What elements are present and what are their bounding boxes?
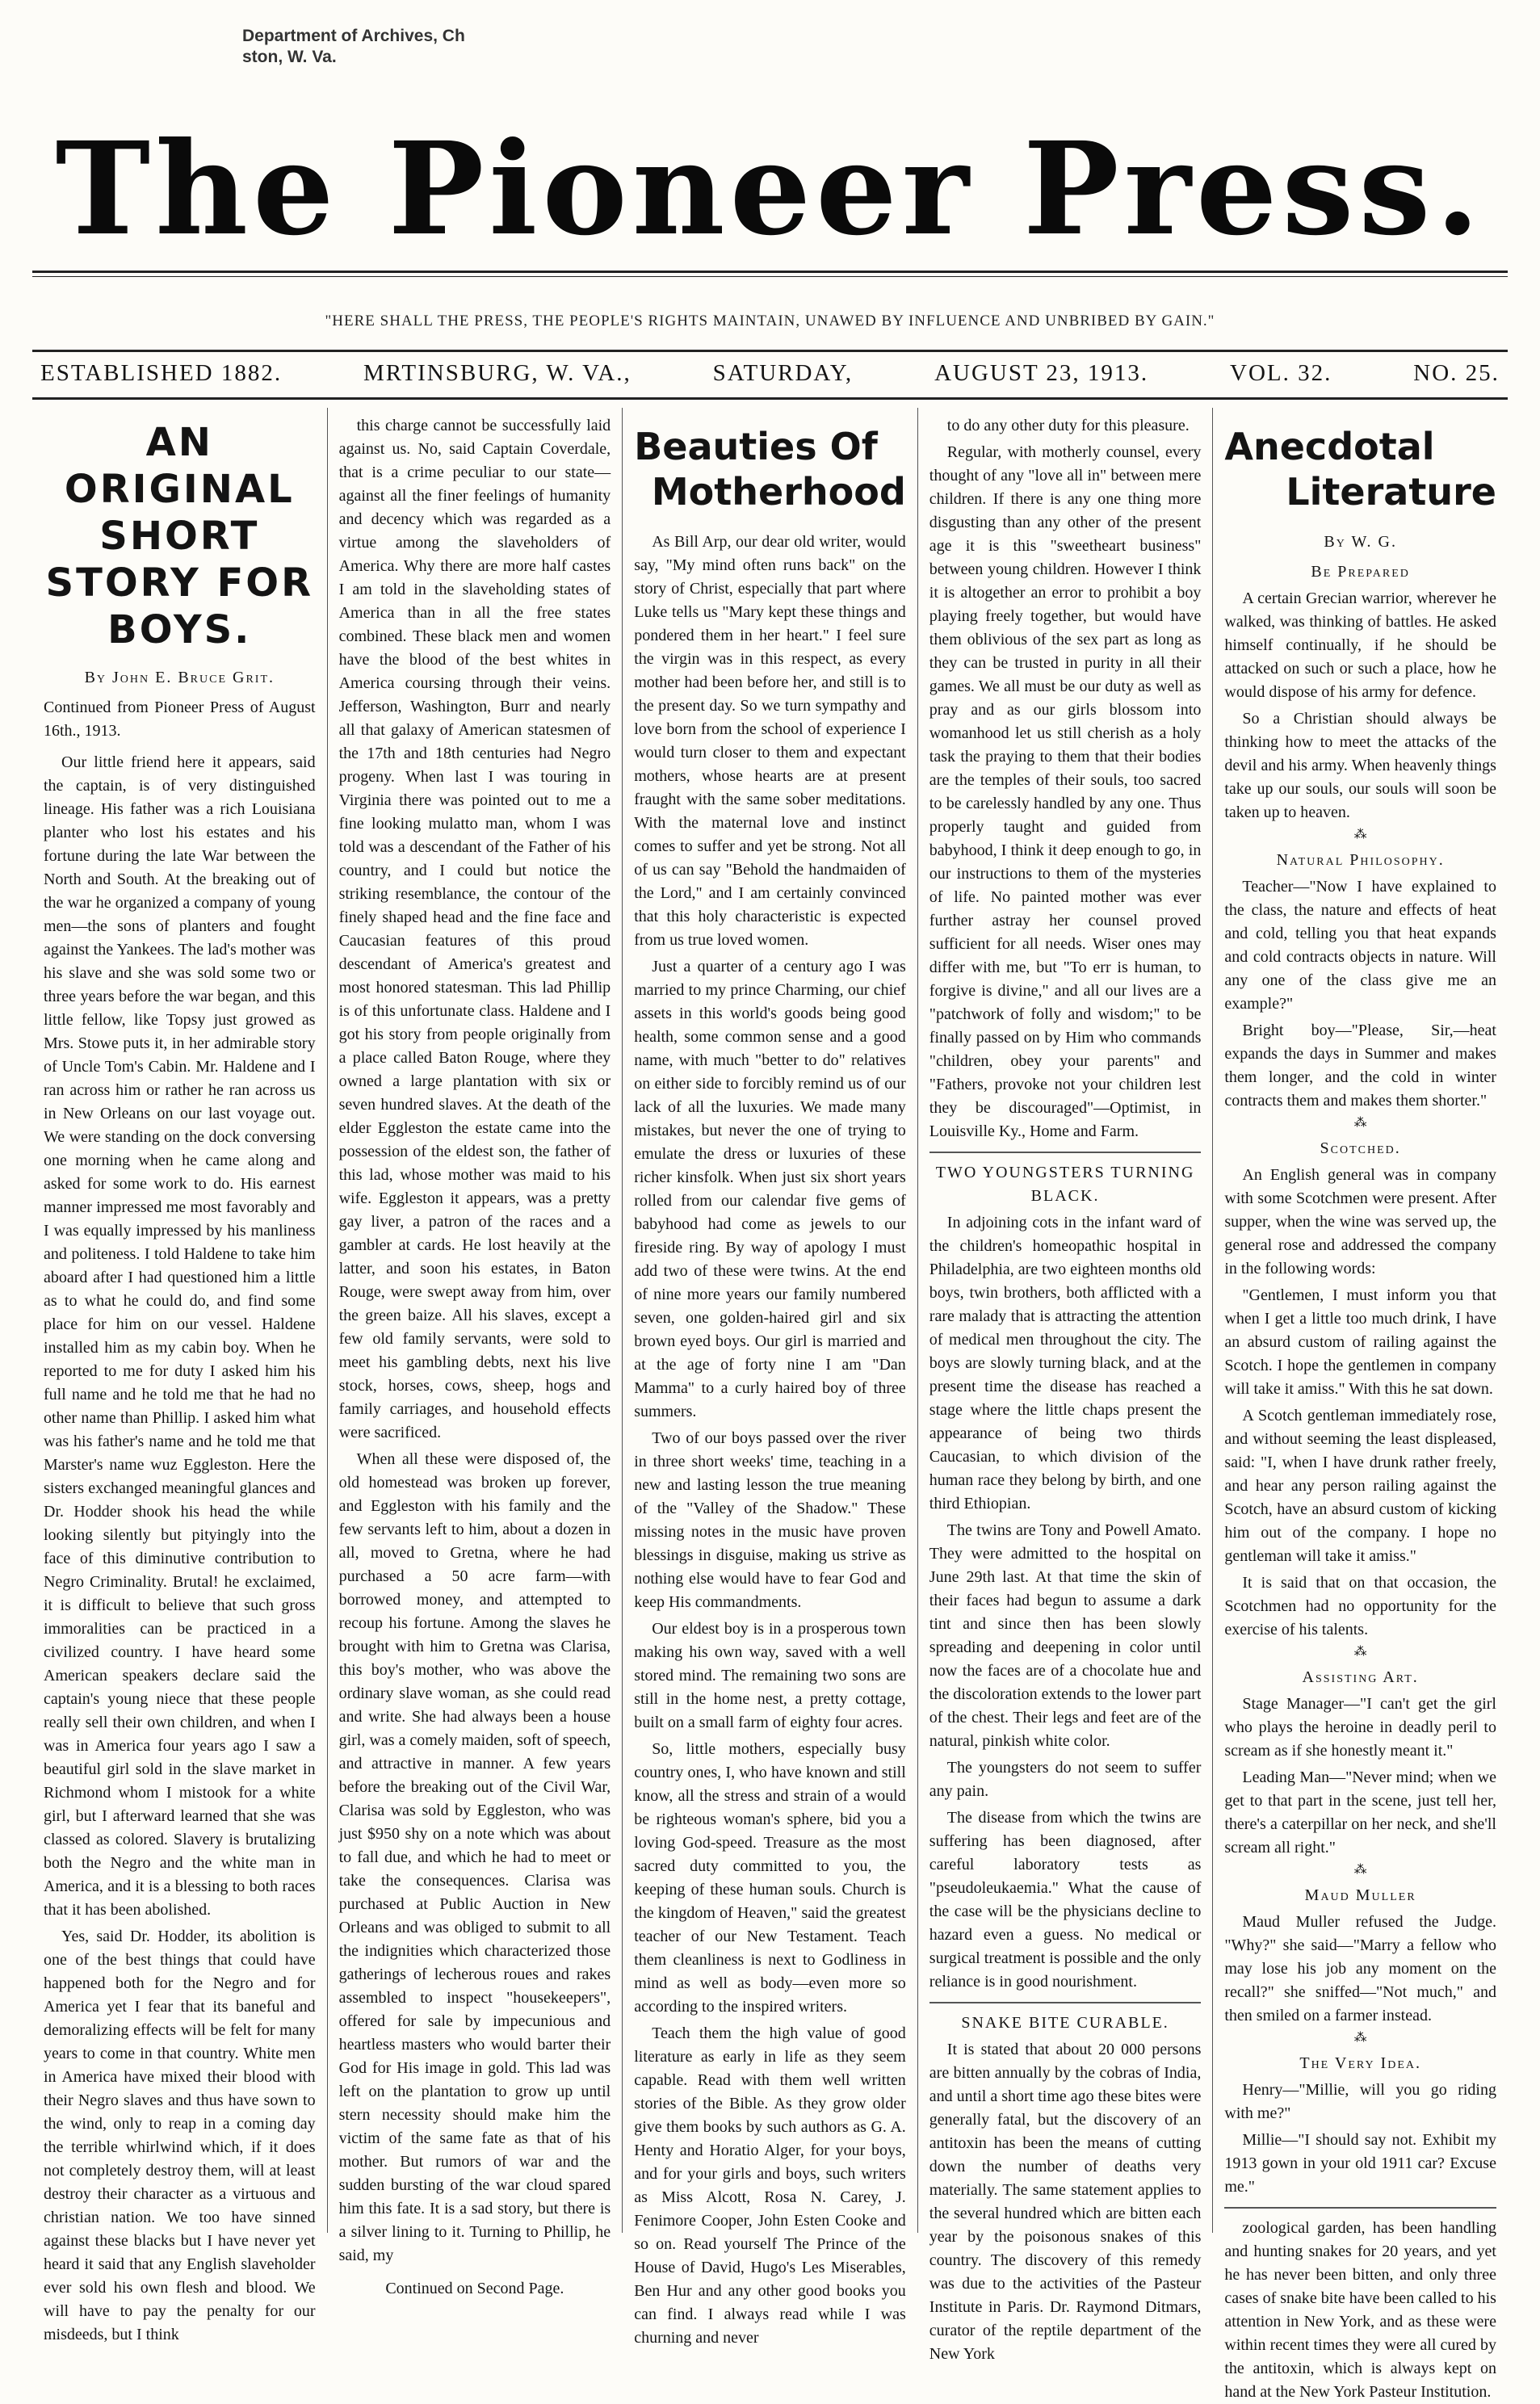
youngsters-paragraph: The disease from which the twins are suffering has been diagnosed, after careful laboratory tests as "pseudoleukaemia." What the cause of the case will be the physicians decline to hazard even a guess. No medical or surgical treatment is possible and the only reliance is in good nourishment. bbox=[929, 1809, 1202, 1991]
section-paragraph: Henry—"Millie, will you go riding with me?" bbox=[1224, 2081, 1496, 2122]
divider bbox=[1224, 2207, 1496, 2209]
section-paragraph: "Gentlemen, I must inform you that when I get a little too much drink, I have an absurd custom of railing against the Scotch. I hope the gentlemen in company will take it amiss." With this he sat down. bbox=[1224, 1286, 1496, 1398]
anecdotal-byline: By W. G. bbox=[1324, 533, 1397, 551]
snake-paragraph: It is stated that about 20 000 persons are bitten annually by the cobras of India, and until a short time ago these bites were generally fatal, but the discovery of an antitoxin has been the means of cutting down the number of deaths very materially. The same statement applies to the several hundred which are bitten each year by the poisonous snakes of this country. The discovery of this remedy was due to the activities of the Pasteur Institute in Paris. Dr. Raymond Ditmars, curator of the reptile department of the New York bbox=[929, 2041, 1202, 2363]
story-paragraph: this charge cannot be successfully laid against us. No, said Captain Coverdale, that is a crime peculiar to our state—against all the finer feelings of humanity and decency which was regarded as a virtue among the slaveholders of America. Why there are more half castes I am told in the slaveholding states of America than in all the free states combined. These black men and women have the blood of the best whites in America coursing through their veins. Jefferson, Washington, Burr and nearly all that galaxy of American statesmen of the 17th and 18th centuries had Negro progeny. When last I was touring in Virginia there was pointed out to me a fine looking mulatto man, whom I was told was a descendant of the Father of his country, and I could but notice the striking resemblance, the contour of the finely shaped head and the fine face and Caucasian features of this proud descendant of America's greatest and most honored statesman. This lad Phillip is of this unfortunate class. Haldene and I got his story from people originally from a place called Baton Rouge, where they owned a large plantation with six or seven hundred slaves. At the death of the elder Eggleston the estate came into the possession of the eldest son, the father of this lad, whose mother was maid to his wife. Eggleston it appears, was a pretty gay liver, a patron of the races and a gambler at cards. He lost heavily at the latter, and soon his estates, in Baton Rouge, were swept away from him, over the green baize. All his slaves, except a few old family servants, were sold to meet his gambling debts, next his live stock, horses, cows, sheep, hogs and family carriages, and household effects were sacrificed. bbox=[338, 417, 611, 1441]
story-headline: AN ORIGINAL SHORT STORY FOR BOYS. bbox=[45, 420, 314, 652]
columns bbox=[32, 408, 1508, 2401]
section-heading: Maud Muller bbox=[1304, 1886, 1416, 1904]
column-2 bbox=[328, 408, 623, 2297]
story-paragraph: Our little friend here it appears, said the captain, is of very distinguished lineage. His father was a rich Louisiana planter who lost his estates and his fortune during the late War between the North and South. At the breaking out of the war he organized a company of young men—the sons of planters and fought against the Yankees. The lad's mother was his slave and she was sold some two or three years before the war began, and this little fellow, like Topsy just growed as Mrs. Stowe puts it, in her admirable story of Uncle Tom's Cabin. Mr. Haldene and I ran across him or rather he ran across us in New Orleans on our last voyage out. We were standing on the dock conversing one morning when he came along and asked for some work to do. His earnest manner impressed me most favorably and I was equally impressed by his manliness and politeness. I told Haldene to take him aboard after I had questioned him a little as to what he could do, and find some place for him on our vessel. Haldene installed him as my cabin boy. When he reported to me for duty I asked him his full name and he told me that he had no other name than Phillip. I asked him what was his father's name and he told me that Marster's name wuz Eggleston. Here the sisters exchanged meaningful glances and Dr. Hodder shook his head the while looking silently but pityingly into the face of this diminutive contribution to Negro Criminality. Brutal! he exclaimed, it is difficult to believe that such gross immoralities can be practiced in a civilized country. I have heard some American speakers declare said the captain's young niece that these people really sell their own children, and when I was in America four years ago I saw a beautiful girl sold in the slave market in Richmond whom I mistook for a white girl, but I afterward learned that she was classed as colored. Slavery is brutalizing both the Negro and the white man in America, and it is a blessing to both races that it has been abolished. bbox=[44, 753, 316, 1919]
motherhood-headline-line1: Beauties Of bbox=[634, 425, 878, 468]
youngsters-paragraph: The twins are Tony and Powell Amato. They were admitted to the hospital on June 29th last. At that time the skin of their faces had begun to assume a dark tint and since then has been slowly spreading and deepening in color until now the faces are of a chocolate hue and the discoloration extends to the lower part of the chest. Their legs and feet are of the natural, pinkish white color. bbox=[929, 1521, 1202, 1750]
motherhood-paragraph: Two of our boys passed over the river in three short weeks' time, teaching in a new and lasting lesson the true meaning of the "Valley of the Shadow." These missing notes in the music have proven blessings in disguise, making us strive as nothing else would have to fear God and keep His commandments. bbox=[634, 1429, 906, 1611]
weekday: SATURDAY, bbox=[712, 359, 854, 386]
anecdotal-headline-line1: Anecdotal bbox=[1224, 425, 1435, 468]
column-4 bbox=[918, 408, 1214, 2363]
section-paragraph: So a Christian should always be thinking how to meet the attacks of the devil and his army. When heavenly things take up our souls, our souls will soon be taken up to heaven. bbox=[1224, 710, 1496, 821]
motherhood-paragraph: Just a quarter of a century ago I was married to my prince Charming, our chief assets in this world's goods being good health, some common sense and a good name, with much "better to do" relatives on either side to forcibly remind us of our lack of all the luxuries. We made many mistakes, but never the one of trying to emulate the dress or luxuries of these richer kinsfolk. When just six short years rolled from our calendar five gems of babyhood had come as jewels to our fireside ring. By way of apology I must add two of these were twins. At the end of nine more years our family numbered seven, one golden-haired girl and six brown eyed boys. Our girl is married and at the age of forty nine I am "Dan Mamma" to a curly haired boy of three summers. bbox=[634, 958, 906, 1420]
place: MRTINSBURG, W. VA., bbox=[363, 359, 632, 386]
section-heading: Natural Philosophy. bbox=[1276, 851, 1445, 869]
asterism-icon: ⁂ bbox=[1353, 828, 1367, 841]
snake-continued: zoological garden, has been handling and hunting snakes for 20 years, and yet he has never been bitten, and only three cases of snake bite have been called to his attention in New York, and as these were within recent times they were all cured by the antitoxin, which is always kept on hand at the New York Pasteur Institution. bbox=[1224, 2219, 1496, 2401]
section-heading: Scotched. bbox=[1320, 1139, 1401, 1157]
asterism-icon: ⁂ bbox=[1353, 2031, 1367, 2045]
asterism-icon: ⁂ bbox=[1353, 1116, 1367, 1130]
section-paragraph: An English general was in company with some Scotchmen were present. After supper, when the wine was served up, the general rose and addressed the company in the following words: bbox=[1224, 1166, 1496, 1278]
story-byline: By John E. Bruce Grit. bbox=[84, 669, 275, 686]
section-paragraph: It is said that on that occasion, the Scotchmen had no opportunity for the exercise of his talents. bbox=[1224, 1574, 1496, 1638]
story-note: Continued from Pioneer Press of August 16th., 1913. bbox=[44, 699, 316, 740]
dateline-rule-bottom bbox=[32, 397, 1508, 400]
section-paragraph: Millie—"I should say not. Exhibit my 1913 gown in your old 1911 car? Excuse me." bbox=[1224, 2131, 1496, 2196]
issue-number: NO. 25. bbox=[1413, 359, 1500, 386]
masthead-rule-thin bbox=[32, 276, 1508, 277]
section-paragraph: A certain Grecian warrior, wherever he walked, was thinking of battles. He asked himself continually, if he should be attacked on such or such a place, how he would dispose of his army for defence. bbox=[1224, 589, 1496, 701]
continued-notice: Continued on Second Page. bbox=[385, 2280, 564, 2297]
section-heading: Be Prepared bbox=[1311, 563, 1410, 581]
story-paragraph: When all these were disposed of, the old homestead was broken up forever, and Eggleston with his family and the few servants left to him, about a dozen in all, moved to Gretna, where he had purchased a 50 acre farm—with borrowed money, and attempted to recoup his fortune. Among the slaves he brought with him to Gretna was Clarisa, this boy's mother, who was above the ordinary slave woman, as she could read and write. She had always been a house girl, was a comely maiden, soft of speech, and attractive in manner. A few years before the breaking out of the Civil War, Clarisa was sold by Eggleston, who was just $950 shy on a note which was about to fall due, and which he had to meet or take the consequences. Clarisa was purchased at Public Auction in New Orleans and was obliged to submit to all the indignities which characterized those gatherings of lecherous roues and rakes assembled to inspect "housekeepers", offered for sale by impecunious and heartless masters who would barter their God for His image in gold. This lad was left on the plantation to grow up until stern necessity should make him the victim of the same fate as that of his mother. But rumors of war and the sudden bursting of the war cloud spared him this fate. It is a sad story, but there is a silver lining to it. Turning to Phillip, he said, my bbox=[338, 1450, 611, 2264]
motherhood-paragraph: So, little mothers, especially busy country ones, I, who have known and still know, all the stress and strain of a would be righteous woman's sphere, bid you a loving God-speed. Treasure as the most sacred duty committed to you, the keeping of these human souls. Church is the kingdom of Heaven," said the greatest teacher of our New Testament. Teach them cleanliness is next to Godliness in mind as well as body—even more so according to the inspired writers. bbox=[634, 1740, 906, 2016]
anecdotal-headline-line2: Literature bbox=[1286, 470, 1496, 514]
snake-headline: SNAKE BITE CURABLE. bbox=[961, 2014, 1169, 2032]
motherhood-paragraph: Our eldest boy is in a prosperous town making his own way, saved with a well stored mind. The remaining two sons are still in the home nest, a pretty cottage, built on a small farm of eighty four acres. bbox=[634, 1620, 906, 1731]
divider bbox=[929, 1152, 1202, 1153]
motherhood-paragraph: Teach them the high value of good literature as early in life as they seem capable. Read with them well written stories of the Bible. As they grow older give them books by such authors as G. A. Henty and Horatio Alger, for your boys, and for your girls and boys, such writers as Miss Alcott, Rosa N. Carey, J. Fenimore Cooper, John Esten Cooke and so on. Read yourself The Prince of the House of David, Hugo's Les Miserables, Ben Hur and any other good books you can find. I always read while I was churning and never bbox=[634, 2024, 906, 2347]
column-5 bbox=[1213, 408, 1508, 2401]
motherhood-continued: to do any other duty for this pleasure. bbox=[946, 417, 1190, 434]
motto: "HERE SHALL THE PRESS, THE PEOPLE'S RIGHTS MAINTAIN, UNAWED BY INFLUENCE AND UNBRIBED BY GAIN." bbox=[325, 313, 1215, 329]
section-paragraph: Leading Man—"Never mind; when we get to that part in the scene, just tell her, there's a caterpillar on her neck, and she'll scream all right." bbox=[1224, 1768, 1496, 1856]
archive-stamp-line1: Department of Archives, Ch bbox=[242, 27, 465, 45]
section-paragraph: Stage Manager—"I can't get the girl who plays the heroine in deadly peril to scream as if she honestly meant it." bbox=[1224, 1695, 1496, 1760]
column-1 bbox=[32, 408, 328, 2343]
volume: VOL. 32. bbox=[1230, 359, 1332, 386]
section-paragraph: A Scotch gentleman immediately rose, and without seeming the least displeased, said: "I, when I have drunk rather freely, and hear any person railing against the Scotch, have an absurd custom of kicking him out of the company. I hope no gentleman will take it amiss." bbox=[1224, 1407, 1496, 1565]
asterism-icon: ⁂ bbox=[1353, 1645, 1367, 1659]
youngsters-paragraph: In adjoining cots in the infant ward of the children's homeopathic hospital in Philadelphia, are two eighteen months old boys, twin brothers, both afflicted with a rare malady that is attracting the attention of medical men throughout the city. The boys are slowly turning black, and at the present time the disease has reached a stage where the little chaps present the appearance of being two thirds Caucasian, to which division of the human race they belong by birth, and one third Ethiopian. bbox=[929, 1214, 1202, 1512]
masthead-rule-top bbox=[32, 271, 1508, 273]
section-paragraph: Bright boy—"Please, Sir,—heat expands the days in Summer and makes them longer, and the cold in winter contracts them and makes them shorter." bbox=[1224, 1022, 1496, 1110]
masthead-title: The Pioneer Press. bbox=[55, 115, 1485, 264]
dateline bbox=[40, 357, 1500, 389]
youngsters-headline: TWO YOUNGSTERS TURNING BLACK. bbox=[935, 1164, 1195, 1205]
section-paragraph: Maud Muller refused the Judge. "Why?" she said—"Marry a fellow who may lose his job any moment on the recall?" she sniffed—"Not much," and then smiled on a farmer instead. bbox=[1224, 1913, 1496, 2024]
asterism-icon: ⁂ bbox=[1353, 1863, 1367, 1877]
youngsters-paragraph: The youngsters do not seem to suffer any pain. bbox=[929, 1759, 1202, 1800]
established: ESTABLISHED 1882. bbox=[40, 359, 283, 386]
archive-stamp bbox=[242, 26, 465, 68]
motherhood-paragraph: As Bill Arp, our dear old writer, would say, "My mind often runs back" on the story of Christ, especially that part where Luke tells us "Mary kept these things and pondered them in her heart." I feel sure the virgin was in this respect, as every mother had been before her, and still is to the present day. So we turn sympathy and love born from the school of experience I would turn closer to them and expectant mothers, whose hearts are at present fraught with the same sober meditations. With the maternal love and instinct comes to suffer and yet be strong. Not all of us can say "Behold the handmaiden of the Lord," and I am certainly convinced that this holy characteristic is expected from us true loved women. bbox=[634, 533, 906, 949]
divider bbox=[929, 2002, 1202, 2003]
section-heading: Assisting Art. bbox=[1302, 1668, 1419, 1686]
motherhood-headline-line2: Motherhood bbox=[651, 470, 906, 514]
issue-date: AUGUST 23, 1913. bbox=[934, 359, 1149, 386]
column-3 bbox=[623, 408, 918, 2347]
dateline-rule-top bbox=[32, 350, 1508, 352]
section-paragraph: Teacher—"Now I have explained to the class, the nature and effects of heat and cold, telling you that heat expands and cold contracts objects in nature. Will any one of the class give me an example?" bbox=[1224, 878, 1496, 1013]
story-paragraph: Yes, said Dr. Hodder, its abolition is one of the best things that could have happened both for the Negro and for America yet I fear that its baneful and demoralizing effects will be felt for many years to come in that country. White men in America have mixed their blood with their Negro slaves and thus have sown to the wind, only to reap in a coming day the terrible whirlwind which, if it does not completely destroy them, will at least destroy their character as a virtuous and christian nation. We too have sinned against these blacks but I have never yet heard it said that any English slaveholder ever sold his own flesh and blood. We will have to pay the penalty for our misdeeds, but I think bbox=[44, 1928, 316, 2343]
motherhood-continued: Regular, with motherly counsel, every thought of any "love all in" between mere children. If there is any one thing more disgusting than any other of the present age it is this "sweetheart business" between young children. However I think it is altogether an error to prohibit a boy playing freely together, but would have them oblivious of the sex part as long as they can be trusted in purity in all their games. We all must be our duty as well as pray and as our girls blossom into womanhood let us still cherish as a holy task the praying to them that their bodies are the temples of their souls, too sacred to be carelessly handled by any one. Thus properly taught and guided from babyhood, I think it deep enough to go, in our instructions to them of the mysteries of life. No painted mother was ever further astray her counsel proved sufficient for all needs. Wiser ones may differ with me, but "To err is human, to forgive is divine," and all our lives are a "patchwork of folly and wisdom;" to be finally passed on by Him who commands "children, obey your parents" and "Fathers, provoke not your children lest they be discouraged"—Optimist, in Louisville Ky., Home and Farm. bbox=[929, 443, 1202, 1140]
section-heading: The Very Idea. bbox=[1299, 2054, 1421, 2072]
archive-stamp-line2: ston, W. Va. bbox=[242, 48, 337, 66]
